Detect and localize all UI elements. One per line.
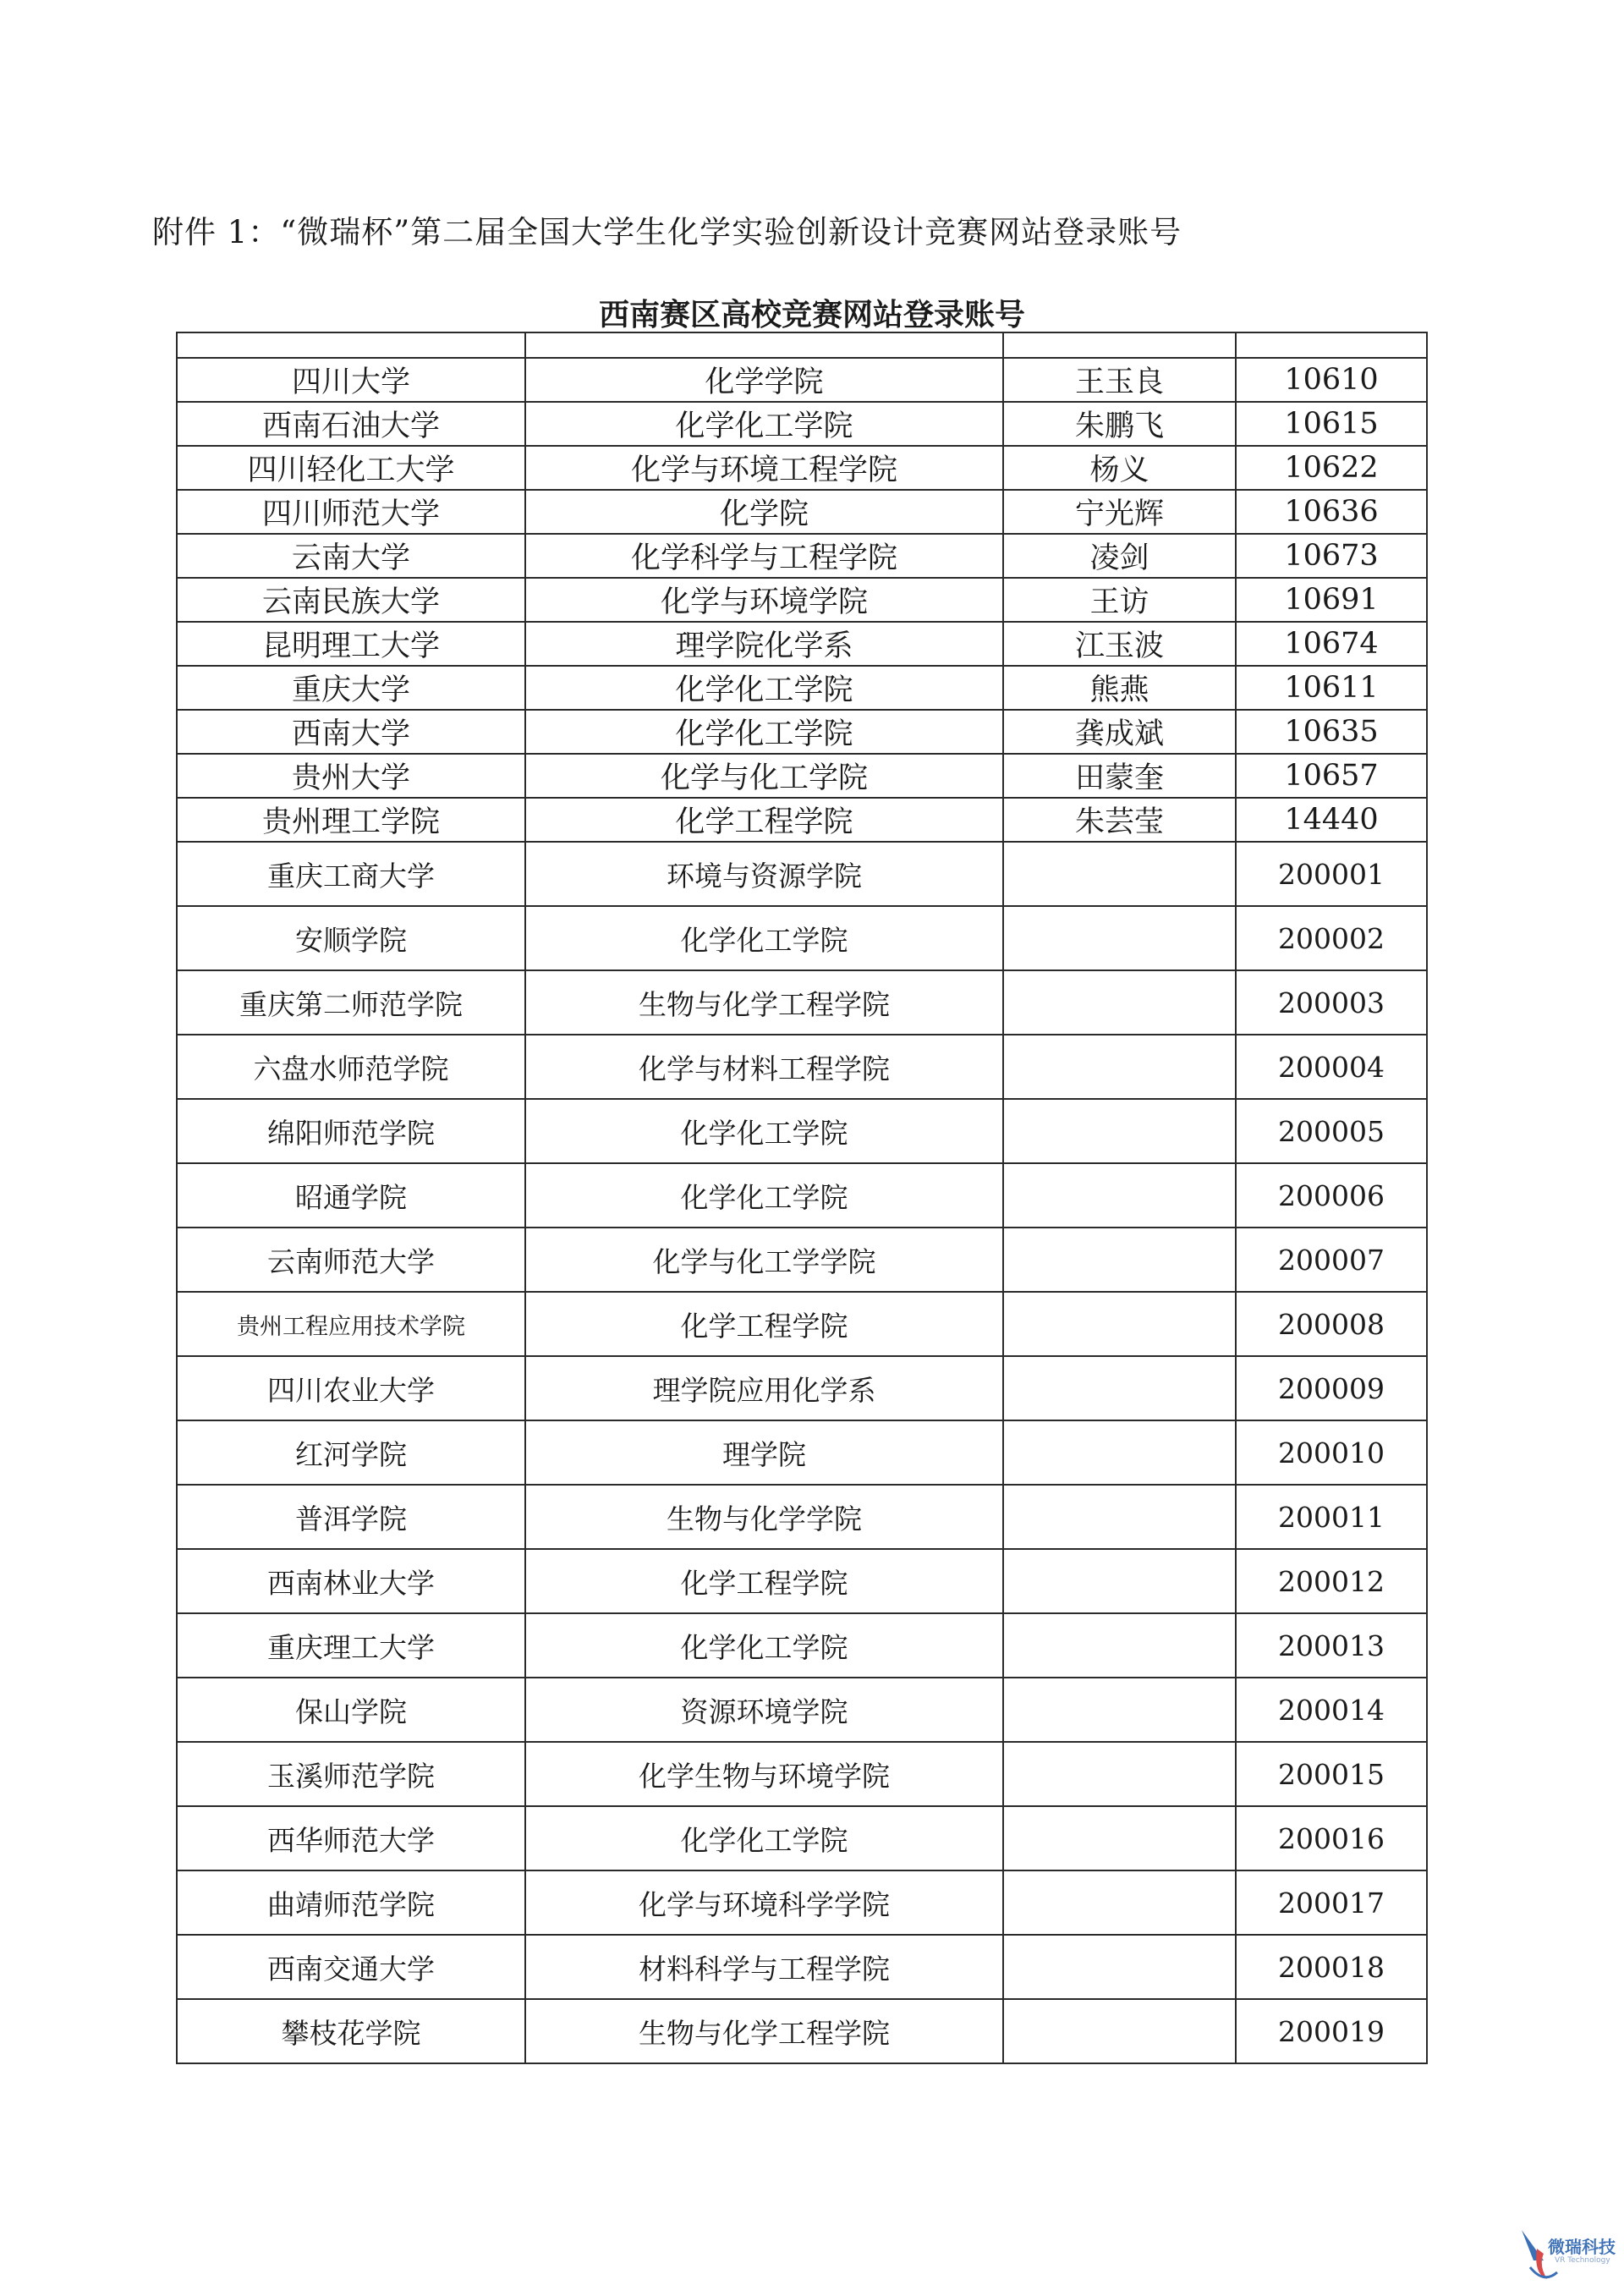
table-row xyxy=(177,798,1427,842)
account-cell: 10611 xyxy=(1236,666,1427,710)
table-row xyxy=(177,1356,1427,1420)
table-row xyxy=(177,534,1427,578)
college-cell: 化学与材料工程学院 xyxy=(525,1035,1003,1099)
university-cell: 曲靖师范学院 xyxy=(177,1870,525,1935)
university-cell: 西南石油大学 xyxy=(177,402,525,446)
table-title: 西南赛区高校竞赛网站登录账号 xyxy=(598,298,1025,332)
contact-cell xyxy=(1003,1549,1236,1613)
logo-name: 微瑞科技 xyxy=(1548,2237,1616,2257)
college-cell: 化学与环境工程学院 xyxy=(525,446,1003,490)
account-cell: 200012 xyxy=(1236,1549,1427,1613)
table-row xyxy=(177,1485,1427,1549)
university-cell: 四川大学 xyxy=(177,358,525,402)
contact-cell xyxy=(1003,1806,1236,1870)
college-cell: 化学学院 xyxy=(525,358,1003,402)
account-cell: 10615 xyxy=(1236,402,1427,446)
account-cell: 200010 xyxy=(1236,1420,1427,1485)
college-cell: 化学化工学院 xyxy=(525,1613,1003,1678)
table-row xyxy=(177,490,1427,534)
logo-subtitle: VR Technology xyxy=(1555,2256,1610,2265)
account-cell: 10657 xyxy=(1236,754,1427,798)
account-cell: 200009 xyxy=(1236,1356,1427,1420)
college-cell: 理学院 xyxy=(525,1420,1003,1485)
college-cell: 化学化工学院 xyxy=(525,666,1003,710)
table-row xyxy=(177,666,1427,710)
contact-cell: 朱鹏飞 xyxy=(1003,402,1236,446)
account-cell: 200014 xyxy=(1236,1678,1427,1742)
college-cell: 化学工程学院 xyxy=(525,798,1003,842)
university-cell: 六盘水师范学院 xyxy=(177,1035,525,1099)
table-row xyxy=(177,1099,1427,1163)
university-cell: 重庆工商大学 xyxy=(177,842,525,906)
college-cell: 生物与化学工程学院 xyxy=(525,970,1003,1035)
college-cell: 生物与化学工程学院 xyxy=(525,1999,1003,2063)
account-cell: 14440 xyxy=(1236,798,1427,842)
table-row xyxy=(177,402,1427,446)
table-row xyxy=(177,1035,1427,1099)
college-cell: 理学院化学系 xyxy=(525,622,1003,666)
table-row xyxy=(177,1613,1427,1678)
college-cell: 化学工程学院 xyxy=(525,1549,1003,1613)
university-cell: 重庆大学 xyxy=(177,666,525,710)
account-cell: 10674 xyxy=(1236,622,1427,666)
accounts-table xyxy=(176,332,1428,2064)
university-cell: 西南大学 xyxy=(177,710,525,754)
university-cell: 重庆第二师范学院 xyxy=(177,970,525,1035)
university-cell: 普洱学院 xyxy=(177,1485,525,1549)
university-cell: 攀枝花学院 xyxy=(177,1999,525,2063)
college-cell: 环境与资源学院 xyxy=(525,842,1003,906)
contact-cell: 凌剑 xyxy=(1003,534,1236,578)
university-cell: 云南民族大学 xyxy=(177,578,525,622)
contact-cell xyxy=(1003,1292,1236,1356)
contact-cell xyxy=(1003,1613,1236,1678)
table-row xyxy=(177,1742,1427,1806)
university-cell: 昆明理工大学 xyxy=(177,622,525,666)
contact-cell: 田蒙奎 xyxy=(1003,754,1236,798)
contact-cell xyxy=(1003,842,1236,906)
college-cell: 化学与环境科学学院 xyxy=(525,1870,1003,1935)
attachment-title: 附件 1：“微瑞杯”第二届全国大学生化学实验创新设计竞赛网站登录账号 xyxy=(152,214,1182,250)
university-cell: 保山学院 xyxy=(177,1678,525,1742)
contact-cell xyxy=(1003,1870,1236,1935)
contact-cell xyxy=(1003,1420,1236,1485)
university-cell: 贵州理工学院 xyxy=(177,798,525,842)
table-row xyxy=(177,1935,1427,1999)
table-row xyxy=(177,1420,1427,1485)
account-cell: 10622 xyxy=(1236,446,1427,490)
contact-cell xyxy=(1003,1356,1236,1420)
account-cell: 10691 xyxy=(1236,578,1427,622)
account-cell: 200002 xyxy=(1236,906,1427,970)
table-row xyxy=(177,1806,1427,1870)
table-row xyxy=(177,906,1427,970)
college-cell: 化学化工学院 xyxy=(525,710,1003,754)
college-cell: 化学与化工学学院 xyxy=(525,1228,1003,1292)
college-cell: 化学工程学院 xyxy=(525,1292,1003,1356)
contact-cell xyxy=(1003,1999,1236,2063)
account-cell: 200008 xyxy=(1236,1292,1427,1356)
university-cell: 玉溪师范学院 xyxy=(177,1742,525,1806)
contact-cell: 江玉波 xyxy=(1003,622,1236,666)
contact-cell xyxy=(1003,1678,1236,1742)
university-cell: 红河学院 xyxy=(177,1420,525,1485)
table-row xyxy=(177,446,1427,490)
college-cell: 化学化工学院 xyxy=(525,906,1003,970)
university-cell: 四川师范大学 xyxy=(177,490,525,534)
college-cell: 化学与环境学院 xyxy=(525,578,1003,622)
account-cell: 200007 xyxy=(1236,1228,1427,1292)
university-cell: 西南交通大学 xyxy=(177,1935,525,1999)
university-cell: 西华师范大学 xyxy=(177,1806,525,1870)
university-cell: 安顺学院 xyxy=(177,906,525,970)
account-cell: 200015 xyxy=(1236,1742,1427,1806)
college-cell: 化学生物与环境学院 xyxy=(525,1742,1003,1806)
college-cell: 资源环境学院 xyxy=(525,1678,1003,1742)
table-row xyxy=(177,1228,1427,1292)
contact-cell xyxy=(1003,906,1236,970)
table-row xyxy=(177,970,1427,1035)
contact-cell: 朱芸莹 xyxy=(1003,798,1236,842)
account-cell: 200019 xyxy=(1236,1999,1427,2063)
university-cell: 四川轻化工大学 xyxy=(177,446,525,490)
account-cell: 200006 xyxy=(1236,1163,1427,1228)
university-cell: 昭通学院 xyxy=(177,1163,525,1228)
university-cell: 云南大学 xyxy=(177,534,525,578)
table-row xyxy=(177,1549,1427,1613)
table-row xyxy=(177,754,1427,798)
contact-cell xyxy=(1003,1163,1236,1228)
contact-cell xyxy=(1003,1099,1236,1163)
college-cell: 化学化工学院 xyxy=(525,1163,1003,1228)
table-row xyxy=(177,622,1427,666)
header-cell xyxy=(177,332,525,358)
contact-cell xyxy=(1003,1742,1236,1806)
university-cell: 重庆理工大学 xyxy=(177,1613,525,1678)
university-cell: 贵州大学 xyxy=(177,754,525,798)
contact-cell: 王访 xyxy=(1003,578,1236,622)
contact-cell xyxy=(1003,1035,1236,1099)
university-cell: 贵州工程应用技术学院 xyxy=(177,1292,525,1356)
table-row xyxy=(177,1678,1427,1742)
account-cell: 10636 xyxy=(1236,490,1427,534)
table-row xyxy=(177,1870,1427,1935)
university-cell: 四川农业大学 xyxy=(177,1356,525,1420)
table-row xyxy=(177,842,1427,906)
college-cell: 化学化工学院 xyxy=(525,402,1003,446)
account-cell: 200018 xyxy=(1236,1935,1427,1999)
contact-cell xyxy=(1003,1228,1236,1292)
table-row xyxy=(177,578,1427,622)
account-cell: 10635 xyxy=(1236,710,1427,754)
university-cell: 西南林业大学 xyxy=(177,1549,525,1613)
college-cell: 化学院 xyxy=(525,490,1003,534)
contact-cell: 宁光辉 xyxy=(1003,490,1236,534)
contact-cell xyxy=(1003,1485,1236,1549)
contact-cell: 王玉良 xyxy=(1003,358,1236,402)
header-cell xyxy=(525,332,1003,358)
college-cell: 化学与化工学院 xyxy=(525,754,1003,798)
college-cell: 理学院应用化学系 xyxy=(525,1356,1003,1420)
table-row xyxy=(177,1163,1427,1228)
college-cell: 生物与化学学院 xyxy=(525,1485,1003,1549)
table-row xyxy=(177,358,1427,402)
table-row xyxy=(177,710,1427,754)
contact-cell xyxy=(1003,1935,1236,1999)
account-cell: 200003 xyxy=(1236,970,1427,1035)
account-cell: 200001 xyxy=(1236,842,1427,906)
table-row xyxy=(177,1999,1427,2063)
college-cell: 化学科学与工程学院 xyxy=(525,534,1003,578)
contact-cell xyxy=(1003,970,1236,1035)
account-cell: 200016 xyxy=(1236,1806,1427,1870)
university-cell: 云南师范大学 xyxy=(177,1228,525,1292)
table-body xyxy=(177,332,1427,2063)
header-cell xyxy=(1236,332,1427,358)
contact-cell: 龚成斌 xyxy=(1003,710,1236,754)
account-cell: 200011 xyxy=(1236,1485,1427,1549)
account-cell: 200017 xyxy=(1236,1870,1427,1935)
table-header-row xyxy=(177,332,1427,358)
college-cell: 化学化工学院 xyxy=(525,1806,1003,1870)
college-cell: 化学化工学院 xyxy=(525,1099,1003,1163)
account-cell: 10610 xyxy=(1236,358,1427,402)
contact-cell: 杨义 xyxy=(1003,446,1236,490)
account-cell: 10673 xyxy=(1236,534,1427,578)
account-cell: 200005 xyxy=(1236,1099,1427,1163)
college-cell: 材料科学与工程学院 xyxy=(525,1935,1003,1999)
account-cell: 200013 xyxy=(1236,1613,1427,1678)
account-cell: 200004 xyxy=(1236,1035,1427,1099)
contact-cell: 熊燕 xyxy=(1003,666,1236,710)
table-row xyxy=(177,1292,1427,1356)
university-cell: 绵阳师范学院 xyxy=(177,1099,525,1163)
header-cell xyxy=(1003,332,1236,358)
